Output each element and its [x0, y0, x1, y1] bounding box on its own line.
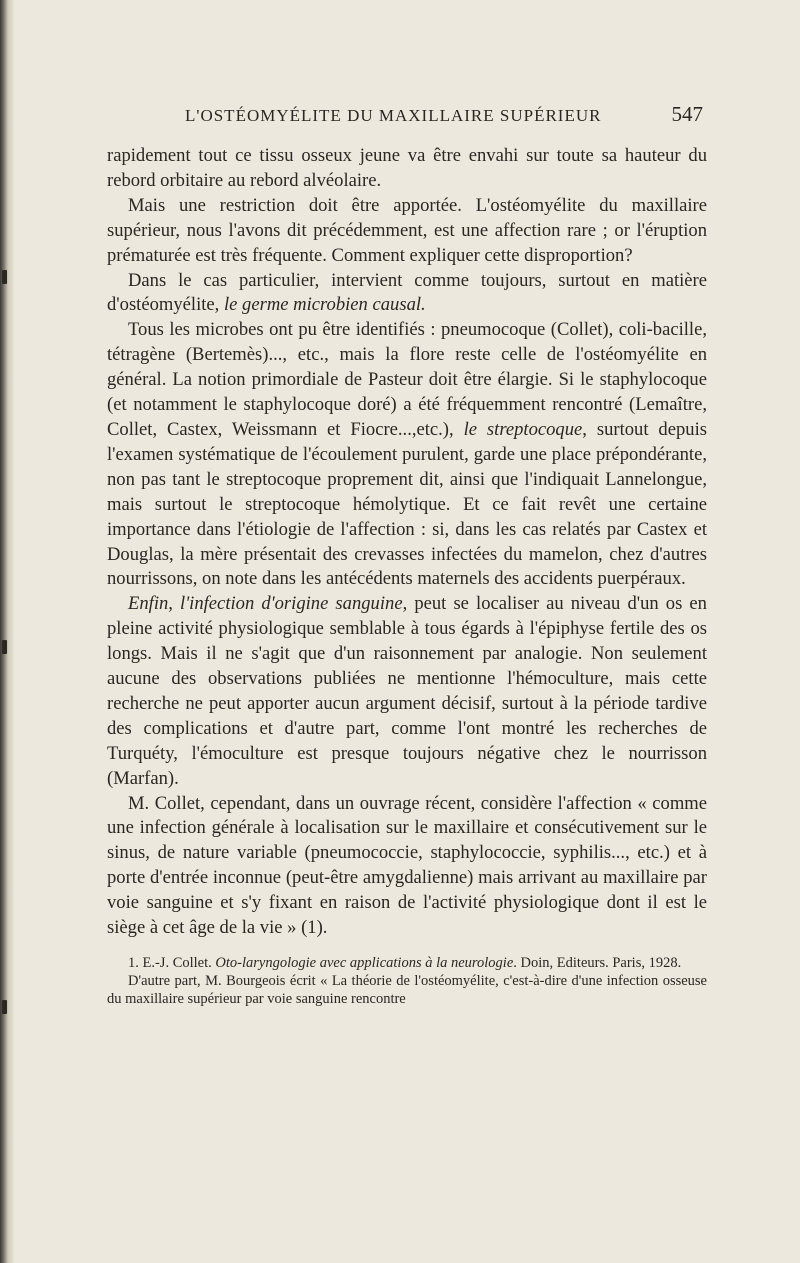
paragraph-text: , peut se localiser au niveau d'un os en pleine activité physiologique semblable à tous égards à l'épiphyse fertile des os longs. Mais il ne s'agit que d'un raisonnement par analogie. Non seulement aucune des observations publiées ne mentionne l'hémoculture, mais cette recherche ne peut apporter aucun argument décisif, surtout à la période tardive des complications et d'autre part, comme l'ont montré les recherches de Turquéty, l'émoculture est presque toujours négative chez le nourrisson (Marfan). [107, 593, 707, 789]
book-page [107, 100, 707, 1008]
paragraph: Mais une restriction doit être apportée. L'ostéomyélite du maxillaire supérieur, nous l'avons dit précédemment, est une affection rare ; or l'éruption prématurée est très fréquente. Comment expliquer cette disproportion? [107, 194, 707, 266]
paragraph [107, 269, 707, 319]
paragraph [107, 318, 707, 592]
paragraph-text: , surtout depuis l'examen systématique de l'écoulement purulent, garde une place prépondérante, non pas tant le streptocoque proprement dit, ainsi que l'indiquait Lannelongue, mais surtout le streptocoque hémolytique. Et ce fait revêt une certaine importance dans l'étiologie de l'affection : si, dans les cas relatés par Castex et Douglas, la mère présentait des crevasses infectées du mamelon, chez d'autres nourrissons, on note dans les antécédents maternels des accidents puerpéraux. [107, 418, 707, 590]
italic-text: le germe microbien causal. [223, 294, 426, 316]
paragraph: rapidement tout ce tissu osseux jeune va être envahi sur toute sa hauteur du rebord orbitaire au rebord alvéolaire. [107, 145, 707, 191]
paragraph-text: Tous les microbes ont pu être identifiés : pneumocoque (Collet), coli-bacille, tétragène (Bertemès)..., etc., mais la flore reste celle de l'ostéomyélite en général. La notion primordiale de Pasteur doit être élargie. Si le staphylocoque (et notamment le staphylocoque doré) a été fréquemment rencontré (Lemaître, Collet, Castex, Weissmann et Fiocre...,etc.), [107, 319, 707, 440]
footnotes [107, 954, 707, 1008]
paragraph [107, 592, 707, 791]
footnote [107, 954, 707, 972]
book-binding-edge [0, 0, 14, 1263]
italic-text: Enfin, l'infection d'origine sanguine [128, 593, 403, 615]
footnote-text: . Doin, Editeurs. Paris, 1928. [513, 955, 682, 971]
footnote: D'autre part, M. Bourgeois écrit « La théorie de l'ostéomyélite, c'est-à-dire d'une infection osseuse du maxillaire supérieur par voie sanguine rencontre [107, 973, 707, 1007]
body-text [107, 144, 707, 941]
page-number: 547 [671, 102, 703, 126]
page-edge-mark [2, 270, 7, 284]
running-head-title: L'OSTÉOMYÉLITE DU MAXILLAIRE SUPÉRIEUR [185, 106, 602, 125]
page-edge-mark [2, 640, 7, 654]
page-edge-mark [2, 1000, 7, 1014]
paragraph-text: Dans le cas particulier, intervient comme toujours, surtout en matière d'ostéomyélite, [107, 269, 707, 316]
italic-text: le streptocoque [463, 418, 583, 440]
paragraph: M. Collet, cependant, dans un ouvrage récent, considère l'affection « comme une infection générale à localisation sur le maxillaire et consécutivement sur le sinus, de nature variable (pneumococcie, staphylococcie, syphilis..., etc.) et à porte d'entrée inconnue (peut-être amygdalienne) mais arrivant au maxillaire par voie sanguine et s'y fixant en raison de l'activité physiologique dont il est le siège à cet âge de la vie » (1). [107, 792, 707, 939]
footnote-text: 1. E.-J. Collet. [128, 955, 216, 971]
footnote-title: Oto-laryngologie avec applications à la neurologie [215, 955, 514, 971]
running-head [107, 100, 707, 134]
